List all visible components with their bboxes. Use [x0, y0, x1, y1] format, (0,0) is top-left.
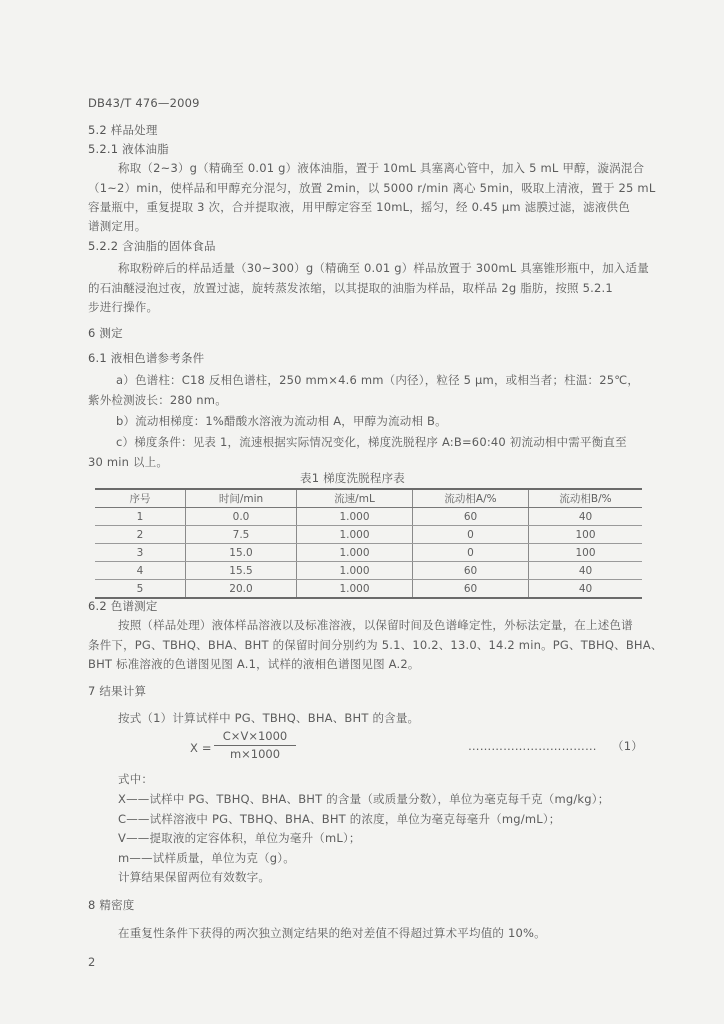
fraction-bar	[214, 745, 296, 746]
item-c-line: c）梯度条件：见表 1，流速根据实际情况变化，梯度洗脱程序 A:B=60:40 初流动相中需平衡直至	[116, 435, 627, 449]
section-6-2-title: 6.2 色谱测定	[88, 599, 158, 613]
table-caption: 表1 梯度洗脱程序表	[300, 471, 405, 485]
table-cell: 1.000	[297, 508, 413, 526]
table-cell: 4	[95, 562, 186, 580]
table-cell: 40	[529, 508, 643, 526]
table-cell: 1.000	[297, 544, 413, 562]
table-header-cell: 时间/min	[186, 489, 297, 508]
table-cell: 15.5	[186, 562, 297, 580]
table-header-cell: 流动相A/%	[413, 489, 529, 508]
table-cell: 60	[413, 508, 529, 526]
table-cell: 7.5	[186, 526, 297, 544]
formula-leader: ……………………………	[468, 739, 597, 753]
table-cell: 100	[529, 544, 643, 562]
section-6-1-title: 6.1 液相色谱参考条件	[88, 351, 205, 365]
table-row	[95, 508, 642, 526]
table-header-cell: 序号	[95, 489, 186, 508]
item-b-line: b）流动相梯度：1%醋酸水溶液为流动相 A，甲醇为流动相 B。	[116, 414, 447, 428]
section-5-2-2-line: 称取粉碎后的样品适量（30~300）g（精确至 0.01 g）样品放置于 300mL 具塞锥形瓶中，加入适量	[118, 261, 649, 275]
section-7-title: 7 结果计算	[88, 684, 147, 698]
where-label: 式中：	[118, 772, 154, 786]
section-5-2-2-line: 步进行操作。	[88, 300, 159, 314]
table-cell: 1	[95, 508, 186, 526]
table-cell: 1.000	[297, 580, 413, 599]
section-5-2-2-title: 5.2.2 含油脂的固体食品	[88, 239, 216, 253]
section-5-2-1-line: 称取（2~3）g（精确至 0.01 g）液体油脂，置于 10mL 具塞离心管中，加入 5 mL 甲醇，漩涡混合	[118, 161, 645, 175]
gradient-table	[95, 488, 642, 599]
precision-text: 在重复性条件下获得的两次独立测定结果的绝对差值不得超过算术平均值的 10%。	[118, 926, 546, 940]
table-cell: 5	[95, 580, 186, 599]
section-5-2-1-line: 容量瓶中，重复提取 3 次，合并提取液，用甲醇定容至 10mL，摇匀，经 0.45 μm 滤膜过滤，滤液供色	[88, 200, 630, 214]
section-5-2-1-line: 谱测定用。	[88, 219, 147, 233]
definition-line: V——提取液的定容体积，单位为毫升（mL）；	[118, 831, 361, 845]
definition-line: m——试样质量，单位为克（g）。	[118, 851, 295, 865]
table-header-row	[95, 489, 642, 508]
section-5-2-2-line: 的石油醚浸泡过夜，放置过滤，旋转蒸发浓缩，以其提取的油脂为样品，取样品 2g 脂肪，按照 5.2.1	[88, 281, 613, 295]
table-cell: 15.0	[186, 544, 297, 562]
formula-numerator: C×V×1000	[222, 729, 288, 743]
item-c-line: 30 min 以上。	[88, 455, 169, 469]
table-cell: 40	[529, 580, 643, 599]
definition-line: C——试样溶液中 PG、TBHQ、BHA、BHT 的浓度，单位为毫克每毫升（mg/mL）；	[118, 812, 561, 826]
table-cell: 0	[413, 526, 529, 544]
standard-number: DB43/T 476—2009	[88, 96, 200, 110]
formula-lhs: X =	[190, 741, 212, 755]
table-cell: 20.0	[186, 580, 297, 599]
gradient-table-wrap	[95, 488, 638, 599]
table-cell: 100	[529, 526, 643, 544]
section-8-title: 8 精密度	[88, 898, 135, 912]
result-note: 计算结果保留两位有效数字。	[118, 870, 271, 884]
table-row	[95, 562, 642, 580]
table-cell: 0.0	[186, 508, 297, 526]
item-a-line: 紫外检测波长：280 nm。	[88, 393, 227, 407]
formula-intro: 按式（1）计算试样中 PG、TBHQ、BHA、BHT 的含量。	[118, 711, 420, 725]
page-number: 2	[88, 955, 96, 969]
table-cell: 1.000	[297, 526, 413, 544]
table-header-cell: 流动相B/%	[529, 489, 643, 508]
section-5-2-1-line: （1~2）min，使样品和甲醇充分混匀，放置 2min，以 5000 r/min 离心 5min，吸取上清液，置于 25 mL	[88, 181, 656, 195]
table-cell: 60	[413, 580, 529, 599]
formula-fraction	[214, 729, 296, 762]
section-5-2-title: 5.2 样品处理	[88, 123, 158, 137]
table-row	[95, 526, 642, 544]
table-cell: 2	[95, 526, 186, 544]
table-cell: 1.000	[297, 562, 413, 580]
table-cell: 60	[413, 562, 529, 580]
section-6-2-line: BHT 标准溶液的色谱图见图 A.1，试样的液相色谱图见图 A.2。	[88, 657, 420, 671]
table-header-cell: 流速/mL	[297, 489, 413, 508]
item-a-line: a）色谱柱：C18 反相色谱柱，250 mm×4.6 mm（内径），粒径 5 μm，或相当者；柱温：25℃，	[116, 373, 640, 387]
table-row	[95, 544, 642, 562]
section-6-2-line: 条件下，PG、TBHQ、BHA、BHT 的保留时间分别约为 5.1、10.2、13.0、14.2 min。PG、TBHQ、BHA、	[88, 638, 663, 652]
table-cell: 40	[529, 562, 643, 580]
table-cell: 3	[95, 544, 186, 562]
section-6-title: 6 测定	[88, 326, 123, 340]
section-6-2-line: 按照（样品处理）液体样品溶液以及标准溶液，以保留时间及色谱峰定性，外标法定量，在上述色谱	[118, 618, 633, 632]
section-5-2-1-title: 5.2.1 液体油脂	[88, 142, 169, 156]
table-cell: 0	[413, 544, 529, 562]
table-row	[95, 580, 642, 599]
formula-denominator: m×1000	[229, 747, 281, 761]
definition-line: X——试样中 PG、TBHQ、BHA、BHT 的含量（或质量分数），单位为毫克每千克（mg/kg）；	[118, 792, 610, 806]
formula-number: （1）	[612, 739, 643, 753]
